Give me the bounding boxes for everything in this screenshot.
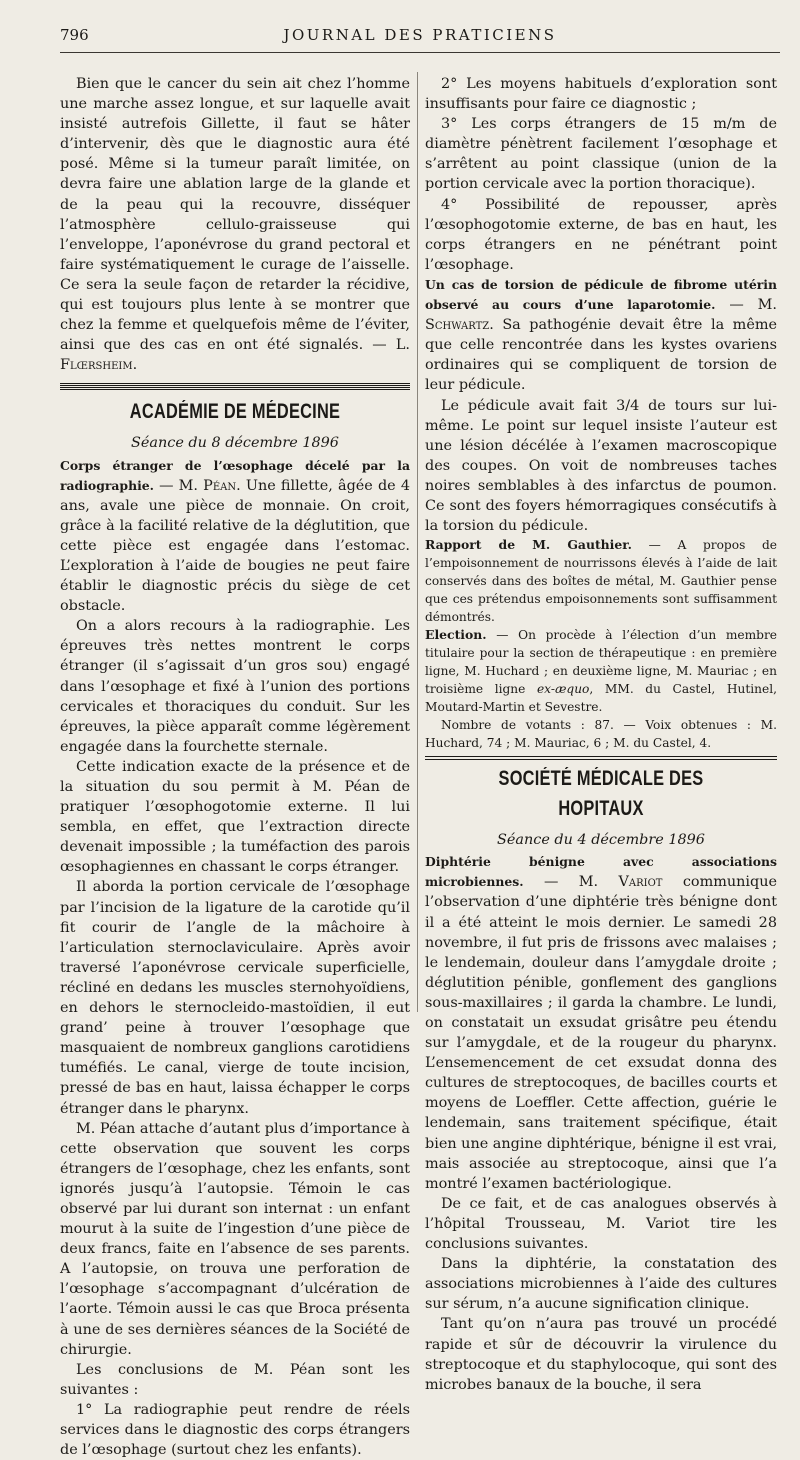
section-rule — [425, 756, 777, 760]
journal-title: JOURNAL DES PRATICIENS — [283, 26, 557, 44]
right-column — [425, 74, 777, 1395]
torsion-text: . Sa pathogénie devait être la même que celle rencontrée dans les kystes ovariens ordinaires qui se compliquent de torsion de leur pédicule. — [425, 317, 777, 394]
rapport-title: Rapport de M. Gauthier. — [425, 537, 632, 553]
rapport-text: — A propos de l’empoisonnement de nourrissons élevés à l’aide de lait conservés dans des boîtes de métal, M. Gauthier pense que ces prétendus empoisonnements sont suffisamment démontrés. — [425, 538, 777, 625]
section-rule — [60, 383, 410, 391]
diphtheria-title: Diphtérie bénigne avec associations microbiennes. — [425, 854, 777, 890]
diphtheria-author: Variot — [618, 874, 663, 891]
item-dash: — M. — [154, 477, 204, 494]
intro-paragraph — [60, 74, 410, 375]
header-rule — [60, 52, 780, 53]
paragraph: Il aborda la portion cervicale de l’œsophage par l’incision de la ligature de la carotide qu’il fit courir de l’angle de la mâchoire à l’articulation sternoclaviculaire. Après avoir traversé l’aponévrose cervicale superficielle, récliné en dedans les muscles sternohyoïdiens, en dehors le sternocleido-mastoïdien, il eut grand’ peine à trouver l’œsophage que masquaient de nombreux ganglions carotidiens tuméfiés. Le canal, vierge de toute incision, pressé de bas en haut, laissa échapper le corps étranger dans le pharynx. — [60, 879, 410, 1117]
rapport-paragraph — [425, 536, 777, 626]
torsion-author: Schwartz — [425, 317, 490, 334]
intro-text: Bien que le cancer du sein ait chez l’homme une marche assez longue, et sur laquelle avait insisté autrefois Gillette, il faut se hâter d’intervenir, dès que le diagnostic aura été posé. Même si la tumeur paraît limitée, on devra faire une ablation large de la glande et de la peau qui la recouvre, disséquer l’atmosphère cellulo-graisseuse qui l’enveloppe, l’aponévrose du grand pectoral et faire systématiquement le curage de l’aisselle. Ce sera la seule façon de retarder la récidive, qui est toujours plus lente à se montrer que chez la femme et quelquefois même de l’éviter, ainsi que des cas en ont été signalés. — — [60, 76, 410, 354]
conclusion-item: 4° Possibilité de repousser, après l’œsophogotomie externe, de bas en haut, les corps étrangers en ne pénétrant point l’œsophage. — [425, 196, 777, 273]
column-divider — [417, 72, 418, 1012]
diphtheria-paragraph — [425, 852, 777, 1194]
torsion-dash: — M. — [715, 297, 777, 314]
torsion-title: Un cas de torsion de pédicule de fibrome utérin observé au cours d’une laparotomie. — [425, 276, 777, 313]
paragraph: Les conclusions de M. Péan sont les suivantes : — [60, 1361, 410, 1398]
paragraph: Tant qu’on n’aura pas trouvé un procédé rapide et sûr de découvrir la virulence du streptocoque et du staphylocoque, qui sont des microbes banaux de la bouche, il sera — [425, 1316, 777, 1393]
election-votes: Nombre de votants : 87. — Voix obtenues : M. Huchard, 74 ; M. Mauriac, 6 ; M. du Castel, 4. — [425, 718, 777, 751]
paragraph: De ce fait, et de cas analogues observés à l’hôpital Trousseau, M. Variot tire les conclusions suivantes. — [425, 1195, 777, 1253]
session-date: Séance du 8 décembre 1896 — [131, 435, 339, 452]
diphtheria-text: communique l’observation d’une diphtérie très bénigne dont il a été atteint le mois dernier. Le samedi 28 novembre, il fut pris de frissons avec malaises ; le lendemain, douleur dans l’amygdale droite ; déglutition pénible, gonflement des ganglions sous-maxillaires ; il garda la chambre. Le lundi, on constatait un exsudat grisâtre peu étendu sur l’amygdale, et de la rougeur du pharynx. L’ensemencement de cet exsudat donna des cultures de streptocoques, de bacilles courts et moyens de Loeffler. Cette affection, guérie le lendemain, sans traitement spécifique, était bien une angine diphtérique, bénigne il est vrai, mais associée au streptocoque, ainsi que l’a montré l’examen bactériologique. — [425, 874, 778, 1192]
conclusion-item: 2° Les moyens habituels d’exploration sont insuffisants pour faire ce diagnostic ; — [425, 76, 777, 113]
item-author: Péan — [203, 477, 237, 494]
conclusion-item: 3° Les corps étrangers de 15 m/m de diamètre pénètrent facilement l’œsophage et s’arrêtent au point classique (union de la portion cervicale avec la portion thoracique). — [425, 116, 777, 193]
paragraph: Cette indication exacte de la présence et de la situation du sou permit à M. Péan de pratiquer l’œsophogotomie externe. Il lui sembla, en effet, que l’extraction directe devenait impossible ; la tuméfaction des parois œsophagiennes en chassant le corps étranger. — [60, 758, 410, 876]
left-column — [60, 74, 410, 1460]
election-text: — On procède à l’élection d’un membre titulaire pour la section de thérapeutique : en première ligne, M. Huchard ; en deuxième ligne, M. Mauriac ; en troisième ligne — [425, 628, 777, 697]
paragraph: M. Péan attache d’autant plus d’importance à cette observation que souvent les corps étrangers de l’œsophage, chez les enfants, sont ignorés jusqu’à l’autopsie. Témoin le cas observé par lui durant son internat : un enfant mourut à la suite de l’ingestion d’une pièce de deux francs, faite en l’absence de ses parents. A l’autopsie, on trouva une perforation de l’œsophage s’accompagnant d’ulcération de l’aorte. Témoin aussi le cas que Broca présenta à une de ses dernières séances de la Société de chirurgie. — [60, 1120, 410, 1358]
paragraph: 1° La radiographie peut rendre de réels services dans le diagnostic des corps étrangers de l’œsophage (surtout chez les enfants). — [60, 1401, 410, 1459]
section-title-academie: ACADÉMIE DE MÉDECINE — [129, 400, 341, 424]
intro-signature: L. Flœrsheim. — [60, 337, 410, 374]
election-title: Election. — [425, 627, 487, 643]
section-title-societe: SOCIÉTÉ MÉDICALE DES HOPITAUX — [498, 767, 704, 821]
torsion-paragraph — [425, 275, 777, 396]
election-paragraph — [425, 626, 777, 716]
item-title: Corps étranger de l’œsophage décelé par la radiographie. — [60, 457, 410, 493]
item-paragraph — [60, 456, 410, 617]
diphtheria-dash: — M. — [523, 874, 619, 891]
item-text: . Une fillette, âgée de 4 ans, avale une pièce de monnaie. On croit, grâce à la facilité relative de la déglutition, que cette pièce est engagée dans l’estomac. L’exploration à l’aide de bougies ne peut faire établir le diagnostic précis du siège de cet obstacle. — [60, 477, 410, 615]
paragraph: Dans la diphtérie, la constatation des associations microbiennes à l’aide des cultures sur sérum, n’a aucune signification clinique. — [425, 1256, 777, 1313]
session-date: Séance du 4 décembre 1896 — [497, 832, 705, 849]
paragraph: On a alors recours à la radiographie. Les épreuves très nettes montrent le corps étranger (il s’agissait d’un gros sou) engagé dans l’œsophage et fixé à l’union des portions cervicales et thoraciques du conduit. Sur les épreuves, la pièce apparaît comme légèrement engagée dans la fourchette sternale. — [60, 618, 410, 755]
torsion-paragraph-2: Le pédicule avait fait 3/4 de tours sur lui-même. Le point sur lequel insiste l’auteur est une lésion décélée à l’examen macroscopique des coupes. On voit de nombreuses taches noires semblables à des infarctus de poumon. Ce sont des foyers hémorragiques consécutifs à la torsion du pédicule. — [425, 397, 777, 535]
page-number: 796 — [60, 26, 89, 44]
election-text-end: , MM. du Castel, Hutinel, Moutard-Martin et Sevestre. — [425, 682, 777, 715]
running-head — [60, 26, 780, 48]
election-exaequo: ex-æquo — [536, 682, 590, 697]
